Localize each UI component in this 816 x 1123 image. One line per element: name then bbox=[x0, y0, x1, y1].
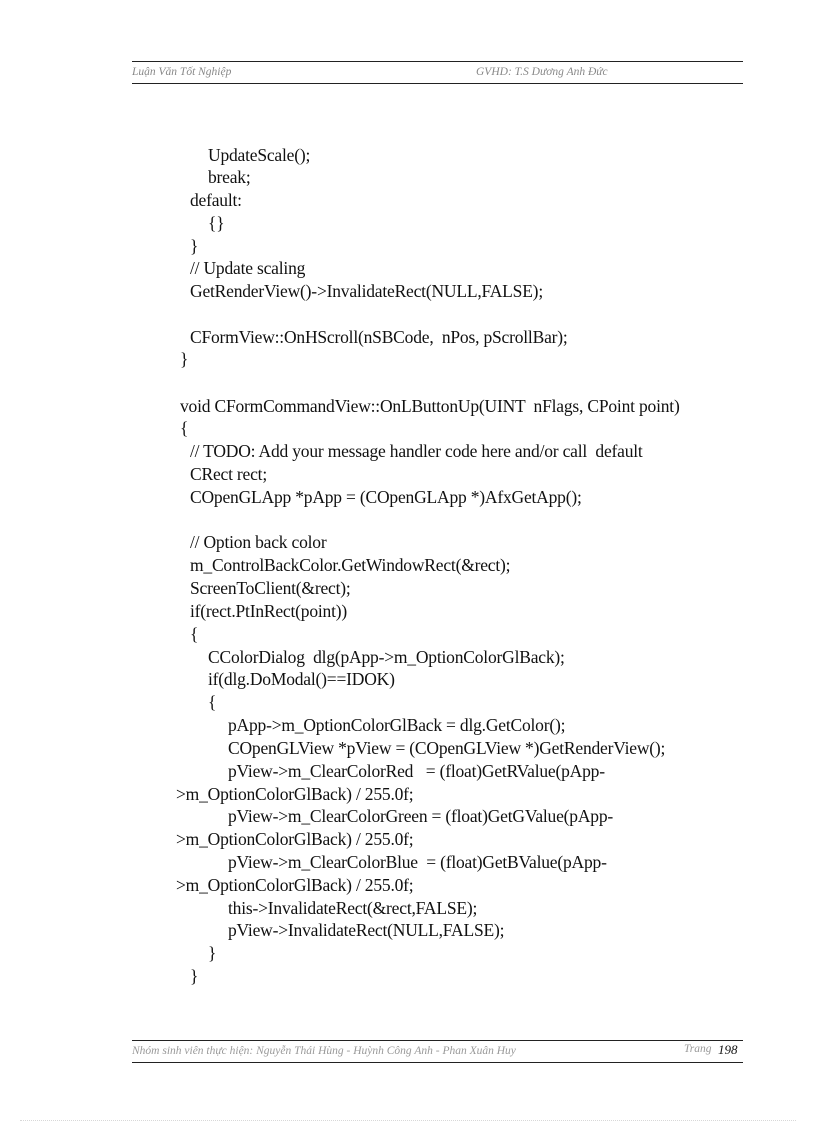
code-line: } bbox=[190, 966, 199, 986]
footer-page-label: Trang bbox=[684, 1043, 712, 1055]
footer-page-number: 198 bbox=[718, 1042, 738, 1057]
code-line: >m_OptionColorGlBack) / 255.0f; bbox=[176, 875, 414, 895]
code-line: pView->m_ClearColorGreen = (float)GetGValue(pApp- bbox=[228, 806, 614, 826]
code-line: {} bbox=[208, 213, 225, 233]
code-line: >m_OptionColorGlBack) / 255.0f; bbox=[176, 829, 414, 849]
header-advisor: GVHD: T.S Dương Anh Đức bbox=[476, 66, 608, 78]
code-line: break; bbox=[208, 167, 251, 187]
code-line: // Update scaling bbox=[190, 258, 306, 278]
footer-authors: Nhóm sinh viên thực hiện: Nguyễn Thái Hùng - Huỳnh Công Anh - Phan Xuân Huy bbox=[132, 1045, 516, 1057]
code-line: { bbox=[180, 418, 189, 438]
code-line: CFormView::OnHScroll(nSBCode, nPos, pScrollBar); bbox=[190, 327, 568, 347]
code-line: >m_OptionColorGlBack) / 255.0f; bbox=[176, 784, 414, 804]
code-line: } bbox=[180, 349, 189, 369]
code-line: default: bbox=[190, 190, 242, 210]
code-line: this->InvalidateRect(&rect,FALSE); bbox=[228, 898, 478, 918]
code-line: GetRenderView()->InvalidateRect(NULL,FALSE); bbox=[190, 281, 543, 301]
code-line: COpenGLView *pView = (COpenGLView *)GetRenderView(); bbox=[228, 738, 666, 758]
code-line: // Option back color bbox=[190, 532, 327, 552]
header-top-rule bbox=[132, 61, 743, 62]
code-line: if(dlg.DoModal()==IDOK) bbox=[208, 669, 395, 689]
code-line: { bbox=[208, 692, 217, 712]
code-line: pView->m_ClearColorRed = (float)GetRValue(pApp- bbox=[228, 761, 605, 781]
footer-bottom-rule bbox=[132, 1062, 743, 1063]
code-line: } bbox=[208, 943, 217, 963]
code-line: // TODO: Add your message handler code here and/or call default bbox=[190, 441, 643, 461]
code-line: { bbox=[190, 624, 199, 644]
code-line: CRect rect; bbox=[190, 464, 268, 484]
code-line: pView->InvalidateRect(NULL,FALSE); bbox=[228, 920, 505, 940]
code-line: COpenGLApp *pApp = (COpenGLApp *)AfxGetApp(); bbox=[190, 487, 582, 507]
code-line: pView->m_ClearColorBlue = (float)GetBValue(pApp- bbox=[228, 852, 607, 872]
header-thesis-title: Luận Văn Tốt Nghiệp bbox=[132, 66, 232, 78]
code-line: } bbox=[190, 236, 199, 256]
code-line: UpdateScale(); bbox=[208, 145, 311, 165]
code-line: m_ControlBackColor.GetWindowRect(&rect); bbox=[190, 555, 511, 575]
code-line: void CFormCommandView::OnLButtonUp(UINT nFlags, CPoint point) bbox=[180, 396, 680, 416]
footer-top-rule bbox=[132, 1040, 743, 1041]
header-bottom-rule bbox=[132, 83, 743, 84]
page-edge-dotted-line bbox=[20, 1120, 796, 1121]
code-line: if(rect.PtInRect(point)) bbox=[190, 601, 348, 621]
code-line: ScreenToClient(&rect); bbox=[190, 578, 351, 598]
code-line: pApp->m_OptionColorGlBack = dlg.GetColor(); bbox=[228, 715, 566, 735]
code-line: CColorDialog dlg(pApp->m_OptionColorGlBack); bbox=[208, 647, 565, 667]
